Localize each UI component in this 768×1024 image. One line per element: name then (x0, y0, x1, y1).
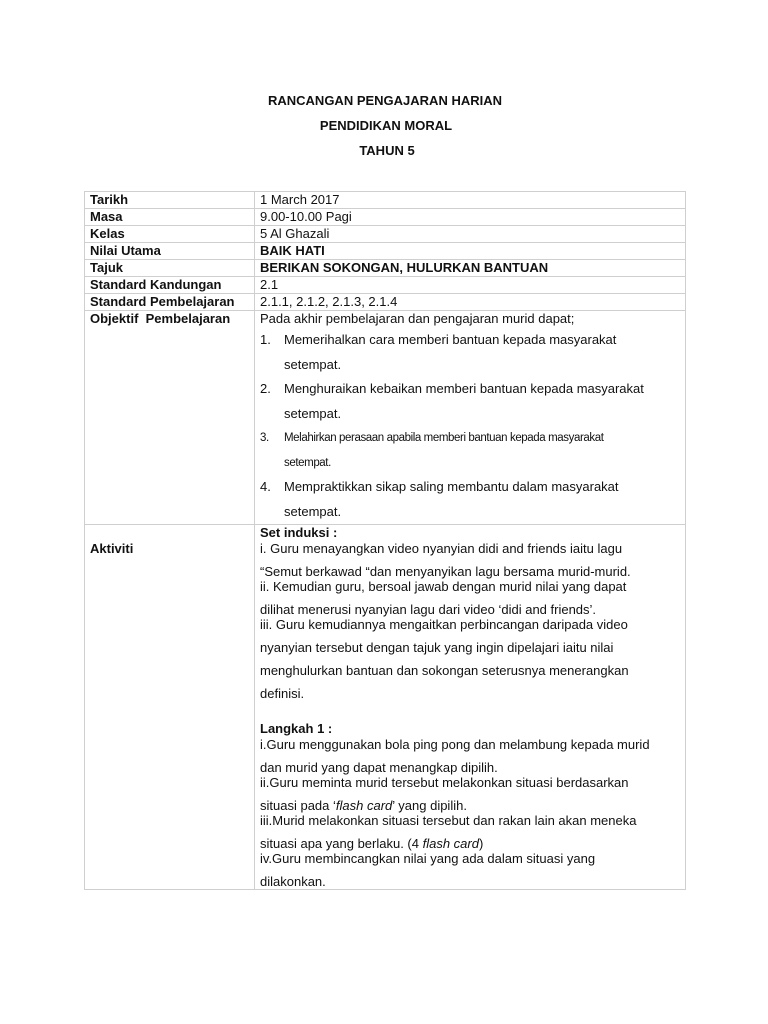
title-subject: PENDIDIKAN MORAL (319, 118, 453, 133)
label-masa: Masa (85, 209, 255, 226)
value-kelas: 5 Al Ghazali (255, 226, 686, 243)
langkah-1-line: iii.Murid melakonkan situasi tersebut dan rakan lain akan meneka (260, 813, 637, 828)
document-header (0, 92, 768, 167)
label-objektif: Objektif Pembelajaran (85, 311, 255, 525)
label-nilai: Nilai Utama (85, 243, 255, 260)
set-induksi-line: definisi. (260, 686, 305, 701)
langkah-1-line: ii.Guru meminta murid tersebut melakonkan situasi berdasarkan (260, 775, 629, 790)
value-tajuk: BERIKAN SOKONGAN, HULURKAN BANTUAN (255, 260, 686, 277)
row-standard-pembelajaran (85, 294, 686, 311)
label-tajuk: Tajuk (85, 260, 255, 277)
value-standard-kandungan: 2.1 (255, 277, 686, 294)
value-aktiviti (255, 525, 686, 890)
set-induksi-line: menghulurkan bantuan dan sokongan seterusnya menerangkan (260, 663, 629, 678)
list-item: 4. Mempraktikkan sikap saling membantu dalam masyarakat setempat. (260, 479, 619, 519)
objektif-intro: Pada akhir pembelajaran dan pengajaran murid dapat; (260, 311, 575, 326)
value-standard-pembelajaran: 2.1.1, 2.1.2, 2.1.3, 2.1.4 (255, 294, 686, 311)
langkah-1-line: i.Guru menggunakan bola ping pong dan melambung kepada murid (260, 737, 650, 752)
langkah-1-line: situasi apa yang berlaku. (4 flash card) (260, 836, 484, 851)
value-nilai: BAIK HATI (255, 243, 686, 260)
row-tarikh (85, 192, 686, 209)
title-rph: RANCANGAN PENGAJARAN HARIAN (267, 93, 502, 108)
set-induksi-line: ii. Kemudian guru, bersoal jawab dengan murid nilai yang dapat (260, 579, 627, 594)
flash-card-term: flash card (335, 798, 393, 813)
label-kelas: Kelas (85, 226, 255, 243)
row-tajuk (85, 260, 686, 277)
title-year: TAHUN 5 (359, 143, 415, 158)
row-standard-kandungan (85, 277, 686, 294)
set-induksi-heading: Set induksi : (260, 525, 338, 540)
label-tarikh: Tarikh (85, 192, 255, 209)
value-tarikh: 1 March 2017 (255, 192, 686, 209)
flash-card-term: flash card (422, 836, 479, 851)
list-item: 2. Menghuraikan kebaikan memberi bantuan kepada masyarakat setempat. (260, 381, 644, 421)
objektif-list (260, 328, 680, 524)
lesson-plan-table (84, 191, 686, 890)
set-induksi-line: “Semut berkawad “dan menyanyikan lagu bersama murid-murid. (260, 564, 631, 579)
langkah-1-heading: Langkah 1 : (260, 721, 333, 736)
langkah-1-line: situasi pada ‘flash card’ yang dipilih. (260, 798, 467, 813)
langkah-1-line: dilakonkan. (260, 874, 326, 889)
list-item: 1. Memerihalkan cara memberi bantuan kepada masyarakat setempat. (260, 332, 617, 372)
value-masa: 9.00-10.00 Pagi (255, 209, 686, 226)
set-induksi-line: i. Guru menayangkan video nyanyian didi and friends iaitu lagu (260, 541, 623, 556)
row-nilai (85, 243, 686, 260)
langkah-1-line: iv.Guru membincangkan nilai yang ada dalam situasi yang (260, 851, 596, 866)
set-induksi-line: iii. Guru kemudiannya mengaitkan perbincangan daripada video (260, 617, 628, 632)
langkah-1-line: dan murid yang dapat menangkap dipilih. (260, 760, 498, 775)
row-aktiviti (85, 525, 686, 890)
value-objektif (255, 311, 686, 525)
set-induksi-line: nyanyian tersebut dengan tajuk yang ingin dipelajari iaitu nilai (260, 640, 614, 655)
row-kelas (85, 226, 686, 243)
label-standard-kandungan: Standard Kandungan (85, 277, 255, 294)
set-induksi-line: dilihat menerusi nyanyian lagu dari video ‘didi and friends’. (260, 602, 597, 617)
list-item: 3. Melahirkan perasaan apabila memberi bantuan kepada masyarakat setempat. (260, 432, 604, 469)
label-aktiviti: Aktiviti (85, 525, 255, 890)
row-masa (85, 209, 686, 226)
label-standard-pembelajaran: Standard Pembelajaran (85, 294, 255, 311)
row-objektif (85, 311, 686, 525)
